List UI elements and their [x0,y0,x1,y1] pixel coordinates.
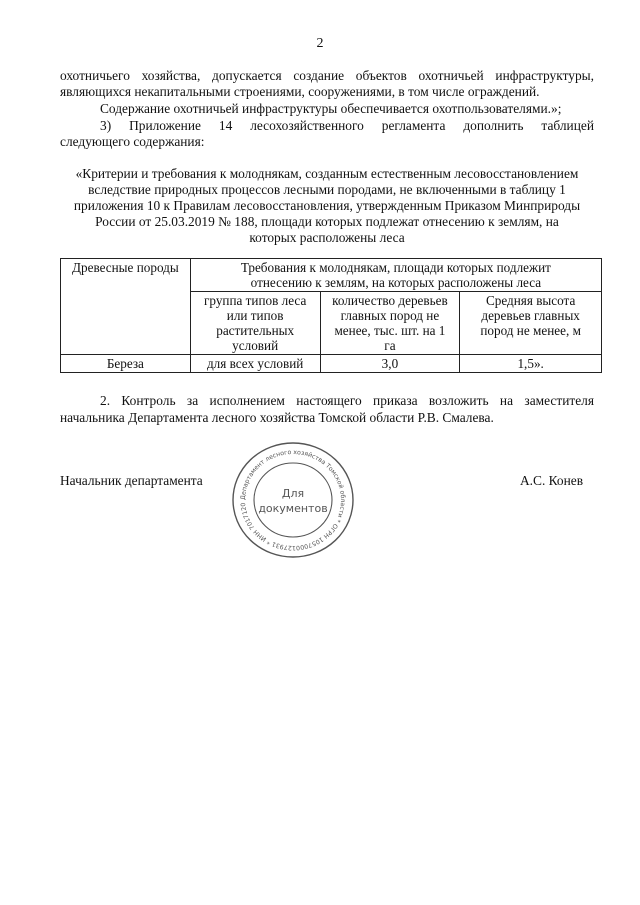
subheader-count-line-2: главных пород не [340,308,440,323]
table-title-line-5: которых расположены леса [249,230,405,245]
intro-line-5: следующего содержания: [60,134,205,149]
header-requirements-line-1: Требования к молоднякам, площади которых подлежит [240,260,551,275]
table-header-row [61,259,602,292]
subheader-group-line-1: группа типов леса [203,293,307,308]
subheader-count-line-3: менее, тыс. шт. на 1 [334,323,446,338]
subheader-height [460,292,602,355]
requirements-table [60,258,602,373]
table-title-line-2: вследствие природных процессов лесными породами, не включенными в таблицу 1 [88,182,566,197]
page-number: 2 [316,36,324,51]
subheader-height-line-1: Средняя высота [485,293,576,308]
subheader-height-line-2: деревьев главных [481,308,580,323]
subheader-count-line-1: количество деревьев [332,293,448,308]
cell-species: Береза [61,355,191,373]
seal-icon [228,440,358,560]
table-title-line-1: «Критерии и требования к молоднякам, созданным естественным лесовосстановлением [75,166,579,181]
seal-ring-text: Департамент лесного хозяйства Томской области * ОГРН 1057000127931 * ИНН 7017120 [239,448,347,552]
seal-center-line-1: Для [281,487,305,500]
subheader-count-line-4: га [384,338,396,353]
para2-line-1: 2. Контроль за исполнением настоящего приказа возложить на заместителя [100,393,594,408]
header-species [61,259,191,355]
subheader-group-line-2: или типов [226,308,284,323]
cell-group: для всех условий [190,355,320,373]
header-requirements [190,259,601,292]
subheader-group-line-4: условий [232,338,279,353]
cell-count: 3,0 [320,355,460,373]
subheader-height-line-3: пород не менее, м [480,323,581,338]
header-species-label: Древесные породы [72,260,179,275]
seal-outer-ring [233,443,353,557]
subheader-group-line-3: растительных [216,323,295,338]
subheader-group [190,292,320,355]
official-seal [228,440,358,565]
signer-name: А.С. Конев [520,473,584,488]
intro-line-1: охотничьего хозяйства, допускается создание объектов охотничьей инфраструктуры, [60,68,594,83]
signer-position: Начальник департамента [60,473,203,488]
seal-center-line-2: документов [258,502,328,515]
cell-height: 1,5». [460,355,602,373]
table-title-line-3: приложения 10 к Правилам лесовосстановления, утвержденным Приказом Минприроды [73,198,581,213]
table-row [61,355,602,373]
para2-line-2: начальника Департамента лесного хозяйства Томской области Р.В. Смалева. [60,410,494,425]
intro-line-4: 3) Приложение 14 лесохозяйственного регламента дополнить таблицей [100,118,594,133]
header-requirements-line-2: отнесению к землям, на которых расположены леса [250,275,542,290]
subheader-count [320,292,460,355]
seal-inner-ring [254,463,332,537]
intro-line-3: Содержание охотничьей инфраструктуры обеспечивается охотпользователями.»; [100,101,562,116]
intro-line-2: являющихся некапитальными строениями, сооружениями, в том числе ограждений. [60,84,540,99]
table-title-line-4: России от 25.03.2019 № 188, площади которых подлежат отнесению к землям, на [95,214,559,229]
